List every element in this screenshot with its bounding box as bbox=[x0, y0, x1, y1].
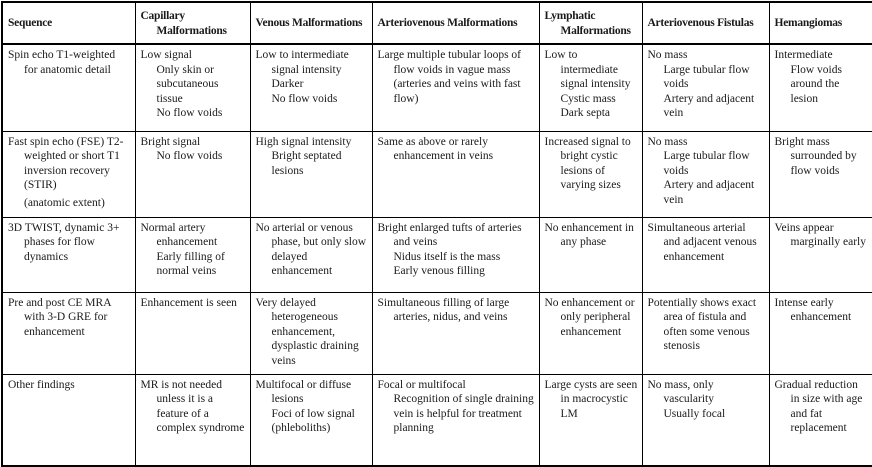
cell-text: 3D TWIST, dynamic 3+ phases for flow dynamics bbox=[8, 221, 120, 263]
table-cell bbox=[372, 292, 539, 374]
cell-text: Enhancement is seen bbox=[140, 296, 237, 309]
cell-sub-item: Artery and adjacent vein bbox=[663, 179, 755, 206]
table-cell bbox=[250, 131, 372, 217]
cell-sub-item: Recognition of single draining vein is helpful for treatment planning bbox=[393, 393, 534, 434]
table-cell bbox=[769, 292, 872, 374]
column-header-label: Sequence bbox=[8, 17, 52, 30]
cell-text: Focal or multifocal bbox=[377, 378, 466, 391]
cell-sub-item: Bright septated lesions bbox=[271, 150, 342, 177]
cell-sub-item: No flow voids bbox=[156, 107, 223, 119]
table-cell bbox=[2, 44, 135, 131]
cell-text: Intermediate bbox=[774, 49, 833, 61]
cell-text: Spin echo T1-weighted for anatomic detail bbox=[8, 49, 116, 76]
table-row bbox=[2, 217, 872, 292]
table-cell bbox=[250, 44, 372, 131]
table-cell bbox=[135, 374, 250, 466]
cell-text: Simultaneous arterial and adjacent venous enhancement bbox=[647, 221, 757, 263]
table-cell bbox=[372, 131, 539, 217]
cell-sub-item: Cystic mass bbox=[560, 92, 616, 105]
column-header-hemangiomas bbox=[769, 2, 872, 44]
cell-sub-item: Early filling of normal veins bbox=[156, 250, 225, 277]
cell-sub-item: Dark septa bbox=[560, 107, 610, 119]
cell-text: Potentially shows exact area of fistula and often some venous stenosis bbox=[647, 296, 757, 352]
cell-text: Intense early enhancement bbox=[774, 296, 852, 323]
cell-sub-item: Large tubular flow voids bbox=[663, 150, 750, 177]
table-cell bbox=[642, 217, 769, 292]
cell-text: Bright enlarged tufts of arteries and veins bbox=[377, 221, 522, 248]
cell-text: Low to intermediate signal intensity bbox=[255, 49, 349, 76]
table-cell bbox=[135, 217, 250, 292]
cell-text: Large cysts are seen in macrocystic LM bbox=[544, 378, 638, 420]
cell-text: No mass, only vascularity bbox=[647, 378, 714, 405]
cell-sub-item: Nidus itself is the mass bbox=[393, 250, 501, 263]
cell-text: Veins appear marginally early bbox=[774, 221, 866, 248]
table-cell bbox=[2, 217, 135, 292]
column-header-lymphatic-malformations bbox=[539, 2, 642, 44]
cell-text: Normal artery enhancement bbox=[140, 221, 218, 248]
table-cell bbox=[539, 131, 642, 217]
cell-sub-item: Artery and adjacent vein bbox=[663, 92, 755, 119]
cell-sub-item: Foci of low signal (phleboliths) bbox=[271, 407, 355, 434]
cell-text: Fast spin echo (FSE) T2-weighted or short T1 inversion recovery (STIR) bbox=[8, 135, 124, 191]
cell-sub-item: Usually focal bbox=[663, 407, 726, 420]
cell-text: Bright mass surrounded by flow voids bbox=[774, 135, 857, 177]
table-cell bbox=[539, 217, 642, 292]
cell-text: No enhancement in any phase bbox=[544, 221, 634, 248]
column-header-arteriovenous-malformations bbox=[372, 2, 539, 44]
cell-text: Low signal bbox=[140, 49, 192, 61]
cell-text: MR is not needed unless it is a feature of a complex syndrome bbox=[140, 378, 245, 434]
cell-text: Other findings bbox=[8, 378, 75, 391]
cell-text: Increased signal to bright cystic lesions of varying sizes bbox=[544, 135, 631, 191]
table-cell bbox=[250, 217, 372, 292]
cell-sub-item: Large tubular flow voids bbox=[663, 63, 750, 90]
table-cell bbox=[769, 131, 872, 217]
table-row bbox=[2, 131, 872, 217]
table-cell bbox=[135, 44, 250, 131]
table-cell bbox=[642, 131, 769, 217]
cell-text: No arterial or venous phase, but only slow delayed enhancement bbox=[255, 221, 367, 277]
table-cell bbox=[135, 131, 250, 217]
table-cell bbox=[372, 44, 539, 131]
cell-sub-item: (anatomic extent) bbox=[24, 196, 105, 209]
table-cell bbox=[539, 292, 642, 374]
table-cell bbox=[372, 217, 539, 292]
column-header-arteriovenous-fistulas bbox=[642, 2, 769, 44]
table-cell bbox=[2, 374, 135, 466]
column-header-label: Venous Malformations bbox=[255, 17, 363, 30]
cell-text: High signal intensity bbox=[255, 135, 352, 148]
table-cell bbox=[769, 44, 872, 131]
cell-text: Pre and post CE MRA with 3-D GRE for enhancement bbox=[8, 296, 111, 338]
cell-text: No mass bbox=[647, 49, 688, 61]
table-cell bbox=[250, 292, 372, 374]
cell-sub-item: Only skin or subcutaneous tissue bbox=[156, 63, 219, 105]
cell-text: No mass bbox=[647, 135, 688, 148]
cell-text: Bright signal bbox=[140, 135, 201, 148]
table-cell bbox=[642, 292, 769, 374]
column-header-label: Arteriovenous Malformations bbox=[377, 17, 518, 30]
table-row bbox=[2, 374, 872, 466]
table-cell bbox=[769, 217, 872, 292]
cell-sub-item: Flow voids around the lesion bbox=[790, 63, 842, 105]
cell-text: Simultaneous filling of large arteries, nidus, and veins bbox=[377, 296, 510, 323]
cell-text: Gradual reduction in size with age and fat replacement bbox=[774, 378, 863, 434]
cell-text: Same as above or rarely enhancement in veins bbox=[377, 135, 494, 162]
cell-sub-item: Early venous filling bbox=[393, 265, 485, 277]
column-header-label: Lymphatic Malformations bbox=[544, 10, 631, 37]
table-cell bbox=[250, 374, 372, 466]
table-cell bbox=[2, 131, 135, 217]
table-cell bbox=[2, 292, 135, 374]
mri-vascular-anomalies-table bbox=[1, 1, 872, 467]
table-cell bbox=[135, 292, 250, 374]
cell-text: Multifocal or diffuse lesions bbox=[255, 378, 352, 405]
cell-text: Large multiple tubular loops of flow voids in vague mass (arteries and veins with fast flow) bbox=[377, 49, 522, 105]
cell-text: No enhancement or only peripheral enhancement bbox=[544, 296, 635, 338]
table-cell bbox=[539, 44, 642, 131]
table-cell bbox=[372, 374, 539, 466]
table-cell bbox=[642, 374, 769, 466]
cell-sub-item: No flow voids bbox=[156, 150, 223, 162]
column-header-capillary-malformations bbox=[135, 2, 250, 44]
table-cell bbox=[539, 374, 642, 466]
cell-sub-item: No flow voids bbox=[271, 92, 338, 105]
table-row bbox=[2, 44, 872, 131]
column-header-label: Hemangiomas bbox=[774, 17, 843, 30]
cell-text: Very delayed heterogeneous enhancement, dysplastic draining veins bbox=[255, 296, 359, 367]
table-row bbox=[2, 292, 872, 374]
column-header-venous-malformations bbox=[250, 2, 372, 44]
column-header-label: Capillary Malformations bbox=[140, 10, 227, 37]
table-header-row bbox=[2, 2, 872, 44]
table-cell bbox=[769, 374, 872, 466]
column-header-sequence bbox=[2, 2, 135, 44]
cell-text: Low to intermediate signal intensity bbox=[544, 49, 631, 90]
column-header-label: Arteriovenous Fistulas bbox=[647, 17, 754, 30]
table-cell bbox=[642, 44, 769, 131]
cell-sub-item: Darker bbox=[271, 78, 304, 90]
